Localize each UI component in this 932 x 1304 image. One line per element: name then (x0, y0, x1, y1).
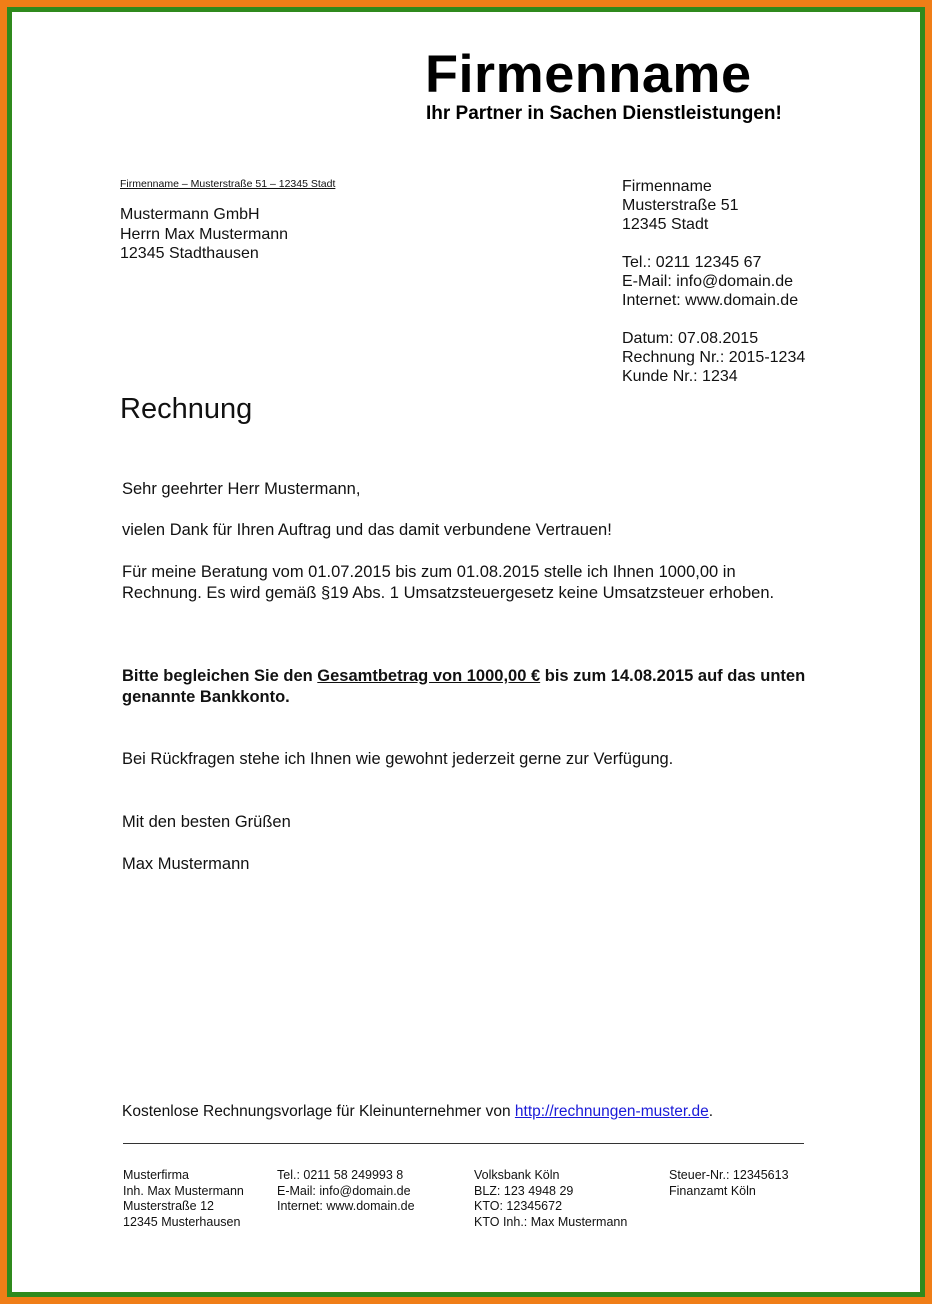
payment-text: bis zum 14.08.2015 auf das unten genannte Bankkonto. (122, 667, 806, 706)
recipient-line: Herrn Max Mustermann (120, 225, 289, 243)
footer-line: Tel.: 0211 58 249993 8 (277, 1168, 404, 1182)
company-logo-name: Firmenname (425, 45, 752, 104)
sender-info-block (622, 177, 805, 386)
info-line: Internet: www.domain.de (622, 292, 799, 309)
sender-return-line: Firmenname – Musterstraße 51 – 12345 Stadt (120, 178, 336, 190)
footer-line: Steuer-Nr.: 12345613 (669, 1168, 789, 1182)
signature-name: Max Mustermann (122, 855, 250, 873)
footer-line: 12345 Musterhausen (123, 1214, 241, 1229)
info-line: Musterstraße 51 (622, 197, 739, 214)
footnote-end: . (708, 1103, 714, 1120)
footer-contact-column (277, 1168, 415, 1215)
info-line: Kunde Nr.: 1234 (622, 368, 738, 385)
info-line: Tel.: 0211 12345 67 (622, 254, 762, 271)
info-line: E-Mail: info@domain.de (622, 273, 793, 290)
footer-line: BLZ: 123 4948 29 (474, 1183, 574, 1198)
footnote-text: Kostenlose Rechnungsvorlage für Kleinunternehmer von (122, 1103, 515, 1120)
closing-regards: Mit den besten Grüßen (122, 813, 291, 831)
footer-line: Musterfirma (123, 1168, 189, 1182)
footer-line: Internet: www.domain.de (277, 1199, 415, 1214)
info-line: Firmenname (622, 178, 712, 195)
questions-paragraph: Bei Rückfragen stehe ich Ihnen wie gewohnt jederzeit gerne zur Verfügung. (122, 750, 674, 768)
recipient-address (120, 205, 288, 264)
footer-line: Volksbank Köln (474, 1168, 560, 1182)
recipient-line: 12345 Stadthausen (120, 245, 259, 262)
footer-divider (123, 1143, 804, 1144)
company-slogan: Ihr Partner in Sachen Dienstleistungen! (426, 103, 782, 124)
footer-line: Musterstraße 12 (123, 1199, 215, 1214)
greeting: Sehr geehrter Herr Mustermann, (122, 480, 361, 498)
info-line: 12345 Stadt (622, 216, 709, 233)
payment-text: Bitte begleichen Sie den (122, 667, 318, 685)
payment-paragraph (122, 666, 812, 708)
info-line: Rechnung Nr.: 2015-1234 (622, 349, 806, 366)
recipient-line: Mustermann GmbH (120, 206, 260, 223)
payment-amount: Gesamtbetrag von 1000,00 € (317, 667, 541, 685)
footer-line: KTO Inh.: Max Mustermann (474, 1214, 628, 1229)
info-line: Datum: 07.08.2015 (622, 330, 759, 347)
template-link[interactable]: http://rechnungen-muster.de (514, 1103, 709, 1120)
footer-line: Finanzamt Köln (669, 1183, 756, 1198)
document-title: Rechnung (120, 393, 253, 425)
footer-line: E-Mail: info@domain.de (277, 1183, 411, 1198)
thanks-paragraph: vielen Dank für Ihren Auftrag und das damit verbundene Vertrauen! (122, 521, 612, 539)
template-footnote (122, 1103, 713, 1121)
footer-line: Inh. Max Mustermann (123, 1183, 244, 1198)
footer-tax-column (669, 1168, 789, 1199)
footer-bank-column (474, 1168, 627, 1230)
invoice-document (12, 12, 920, 1292)
footer-company-column (123, 1168, 244, 1230)
service-paragraph: Für meine Beratung vom 01.07.2015 bis zum 01.08.2015 stelle ich Ihnen 1000,00 in Rechnung. Es wird gemäß §19 Abs. 1 Umsatzsteuergesetz keine Umsatzsteuer erhoben. (122, 563, 775, 602)
footer-line: KTO: 12345672 (474, 1199, 563, 1214)
